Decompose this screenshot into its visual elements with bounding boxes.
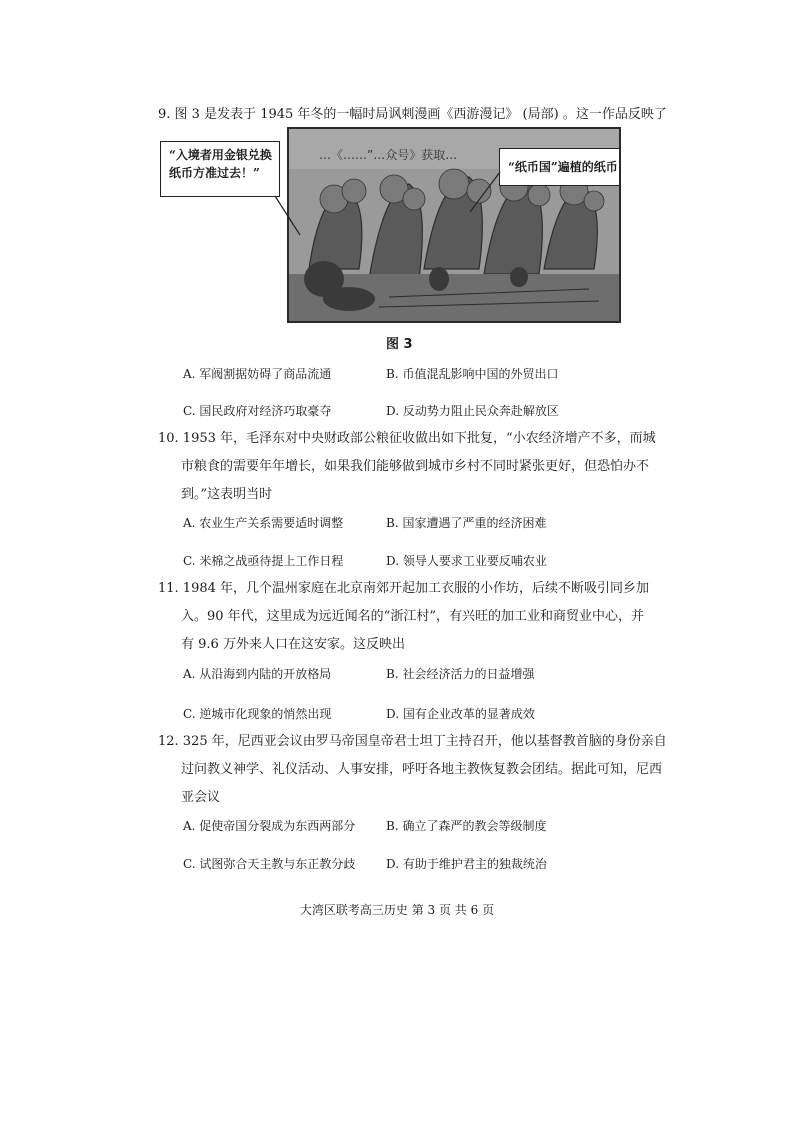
callout-left-line-2: 纸币方准过去！”: [169, 166, 260, 180]
q9-option-c: C. 国民政府对经济巧取豪夺: [183, 404, 332, 418]
question-10-line-2: 市粮食的需要年年增长，如果我们能够做到城市乡村不同时紧张更好，但恐怕办不: [181, 459, 650, 474]
q9-option-d: D. 反动势力阻止民众奔赴解放区: [386, 404, 559, 418]
q10-option-d: D. 领导人要求工业要反哺农业: [386, 554, 547, 568]
callout-right: [499, 148, 619, 186]
question-12-line-2: 过问教义神学、礼仪活动、人事安排，呼吁各地主教恢复教会团结。据此可知，尼西: [181, 762, 663, 777]
callout-left-line-1: “入境者用金银兑换: [169, 148, 272, 162]
callout-right-text: “纸币国”遍植的纸币: [508, 160, 618, 174]
q11-option-a: A. 从沿海到内陆的开放格局: [183, 667, 332, 681]
figure-caption: 图 3: [386, 337, 413, 352]
question-11-line-2: 入。90 年代，这里成为远近闻名的“浙江村”，有兴旺的加工业和商贸业中心，并: [181, 609, 644, 624]
q12-option-d: D. 有助于维护君主的独裁统治: [386, 857, 547, 871]
question-12-line-3: 亚会议: [181, 790, 221, 805]
q11-option-d: D. 国有企业改革的显著成效: [386, 707, 535, 721]
q11-option-c: C. 逆城市化现象的悄然出现: [183, 707, 332, 721]
question-10-line-1: 10. 1953 年，毛泽东对中央财政部公粮征收做出如下批复，“小农经济增产不多，而城: [158, 431, 656, 446]
q10-option-a: A. 农业生产关系需要适时调整: [183, 516, 344, 530]
q12-option-c: C. 试图弥合天主教与东正教分歧: [183, 857, 356, 871]
question-9-stem: 9. 图 3 是发表于 1945 年冬的一幅时局讽刺漫画《西游漫记》 (局部) 。这一作品反映了: [158, 107, 667, 122]
q12-option-a: A. 促使帝国分裂成为东西两部分: [183, 819, 356, 833]
q9-option-a: A. 军阀割据妨碍了商品流通: [183, 367, 332, 381]
q9-option-b: B. 币值混乱影响中国的外贸出口: [386, 367, 559, 381]
callout-left: [160, 141, 280, 197]
question-10-line-3: 到。”这表明当时: [181, 487, 273, 502]
question-12-line-1: 12. 325 年，尼西亚会议由罗马帝国皇帝君士坦丁主持召开，他以基督教首脑的身份亲自: [158, 734, 667, 749]
question-11-line-3: 有 9.6 万外来人口在这安家。这反映出: [181, 637, 405, 652]
q10-option-b: B. 国家遭遇了严重的经济困难: [386, 516, 547, 530]
q10-option-c: C. 米棉之战亟待提上工作日程: [183, 554, 344, 568]
cartoon-banner-text: …《……”…众号》获取…: [319, 148, 458, 162]
question-11-line-1: 11. 1984 年，几个温州家庭在北京南郊开起加工衣服的小作坊，后续不断吸引同乡加: [158, 581, 650, 596]
page-footer: 大湾区联考高三历史 第 3 页 共 6 页: [299, 903, 495, 917]
q12-option-b: B. 确立了森严的教会等级制度: [386, 819, 547, 833]
q11-option-b: B. 社会经济活力的日益增强: [386, 667, 535, 681]
